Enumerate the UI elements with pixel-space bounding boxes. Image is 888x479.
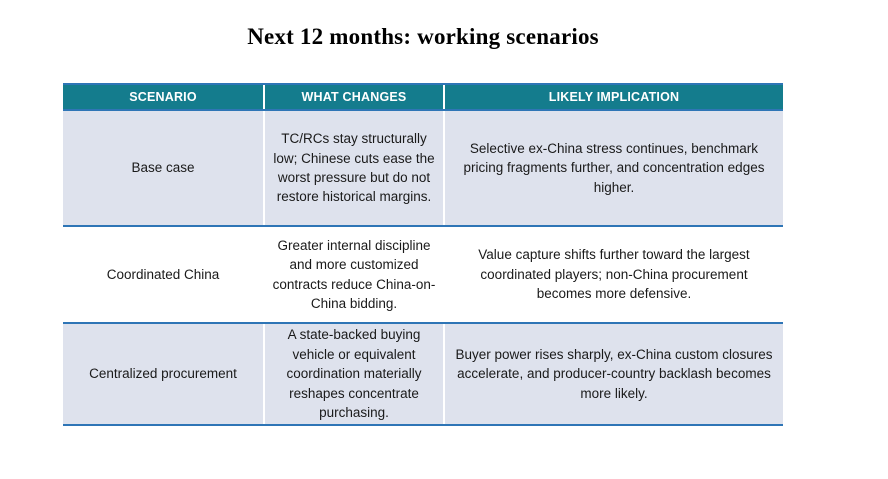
- cell-likely-implication: Selective ex-China stress continues, benchmark pricing fragments further, and concentration edges higher.: [443, 111, 783, 225]
- scenario-table: [63, 83, 783, 426]
- header-cell-what-changes: WHAT CHANGES: [263, 85, 443, 109]
- table-row-base-case: [63, 111, 783, 227]
- cell-likely-implication: Buyer power rises sharply, ex-China custom closures accelerate, and producer-country backlash becomes more likely.: [443, 324, 783, 424]
- cell-what-changes: Greater internal discipline and more customized contracts reduce China-on-China bidding.: [272, 237, 436, 311]
- table-row-centralized-procurement: [63, 324, 783, 424]
- page-title: Next 12 months: working scenarios: [247, 24, 599, 49]
- cell-what-changes: A state-backed buying vehicle or equivalent coordination materially reshapes concentrate purchasing.: [263, 324, 443, 424]
- header-cell-likely-implication: LIKELY IMPLICATION: [443, 85, 783, 109]
- table-header-row: [63, 85, 783, 111]
- cell-scenario: Base case: [131, 160, 195, 176]
- cell-scenario: Centralized procurement: [89, 366, 237, 382]
- cell-likely-implication: Value capture shifts further toward the largest coordinated players; non-China procurement becomes more defensive.: [478, 247, 750, 302]
- header-cell-scenario: SCENARIO: [129, 90, 197, 104]
- cell-scenario: Coordinated China: [106, 266, 220, 282]
- cell-what-changes: TC/RCs stay structurally low; Chinese cuts ease the worst pressure but do not restore historical margins.: [263, 111, 443, 225]
- table-row-coordinated-china: [63, 227, 783, 324]
